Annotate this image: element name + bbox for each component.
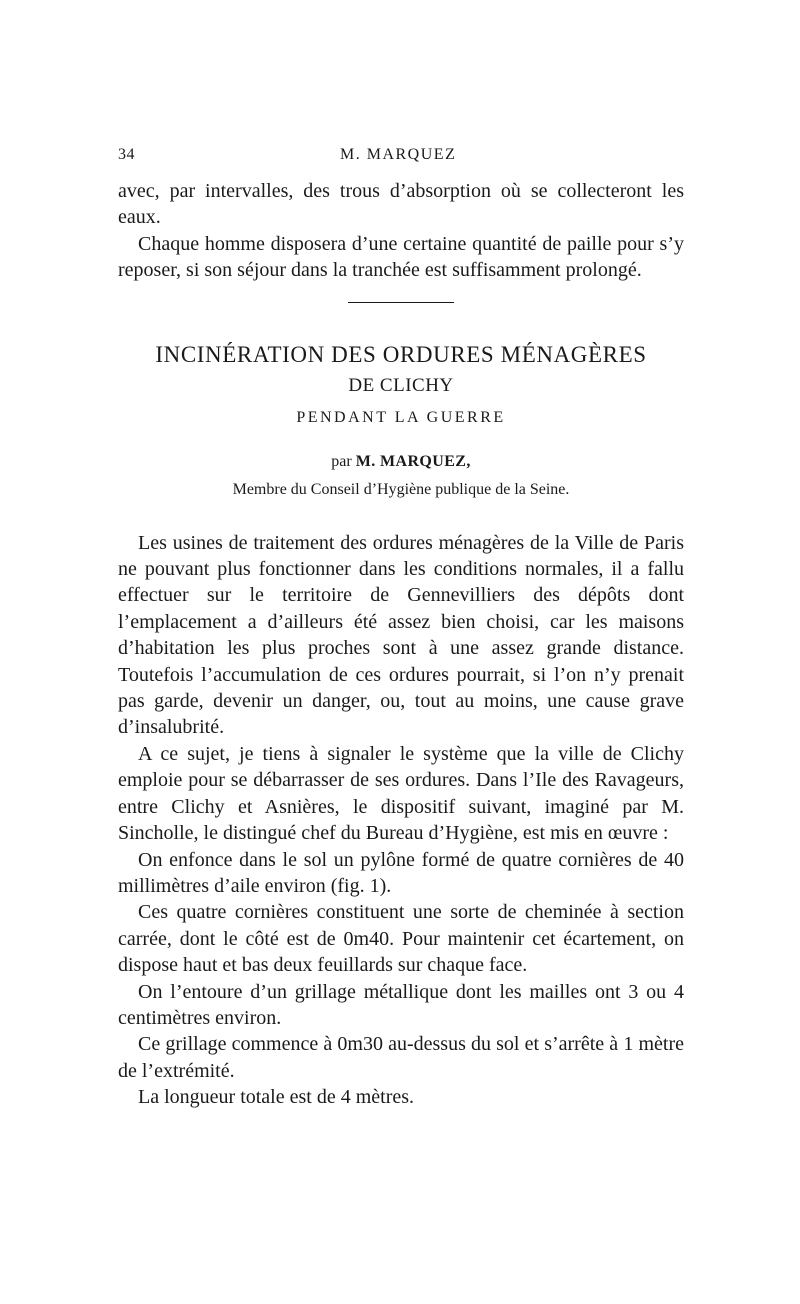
article-title: INCINÉRATION DES ORDURES MÉNAGÈRES — [155, 341, 647, 367]
author-name: M. MARQUEZ, — [355, 452, 471, 470]
continuation-paragraph: avec, par intervalles, des trous d’absorption où se collecteront les eaux. — [118, 180, 684, 229]
body-paragraph: Les usines de traitement des ordures ménagères de la Ville de Paris ne pouvant plus fonctionner dans les conditions normales, il a fallu effectuer sur le territoire de Gennevilliers des dépôts dont l’emplacement a d’ailleurs été assez bien choisi, car les maisons d’habitation les plus proches sont à une assez grande distance. Toutefois l’accumulation de ces ordures pourrait, si l’on n’y prenait pas garde, devenir un danger, ou, tout au moins, une cause grave d’insalubrité. — [118, 531, 684, 739]
body-paragraph: La longueur totale est de 4 mètres. — [138, 1086, 415, 1109]
body-paragraph: A ce sujet, je tiens à signaler le système que la ville de Clichy emploie pour se débarrasser de ses ordures. Dans l’Ile des Ravageurs, entre Clichy et Asnières, le dispositif suivant, imaginé par M. Sincholle, le distingué chef du Bureau d’Hygiène, est mis en œuvre : — [118, 742, 684, 845]
author-affiliation: Membre du Conseil d’Hygiène publique de la Seine. — [232, 480, 570, 498]
byline-prefix: par — [331, 452, 352, 470]
body-paragraph: On enfonce dans le sol un pylône formé de quatre cornières de 40 millimètres d’aile environ (fig. 1). — [118, 848, 684, 897]
section-divider — [348, 302, 454, 303]
running-head — [118, 146, 684, 172]
article-subtitle: DE CLICHY — [348, 374, 454, 396]
continuation-paragraph: Chaque homme disposera d’une certaine quantité de paille pour s’y reposer, si son séjour dans la tranchée est suffisamment prolongé. — [118, 232, 684, 282]
body-paragraph: On l’entoure d’un grillage métallique dont les mailles ont 3 ou 4 centimètres environ. — [118, 980, 684, 1029]
body-paragraph: Ces quatre cornières constituent une sorte de cheminée à section carrée, dont le côté est de 0m40. Pour maintenir cet écartement, on dispose haut et bas deux feuillards sur chaque face. — [118, 901, 684, 977]
page — [118, 146, 684, 1111]
page-number: 34 — [118, 146, 135, 163]
body-paragraph: Ce grillage commence à 0m30 au-dessus du sol et s’arrête à 1 mètre de l’extrémité. — [118, 1033, 684, 1082]
running-title: M. MARQUEZ — [340, 146, 457, 163]
previous-article-continuation — [118, 178, 684, 284]
article-body — [118, 530, 684, 1111]
article-date-line: PENDANT LA GUERRE — [296, 408, 506, 426]
byline — [118, 451, 684, 473]
